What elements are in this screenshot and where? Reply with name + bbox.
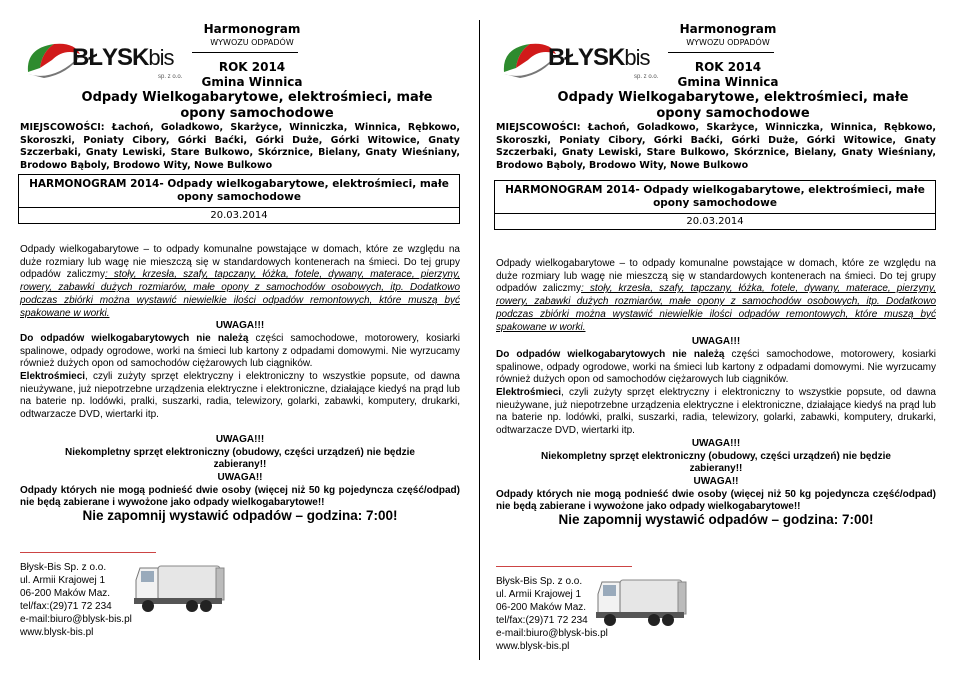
contact-city: 06-200 Maków Maz. — [20, 588, 111, 599]
contact-email: e-mail:biuro@blysk-bis.pl — [496, 628, 608, 639]
logo-wordmark: BŁYSKbis — [548, 44, 650, 71]
header-year: ROK 2014 — [694, 60, 762, 74]
contact-city: 06-200 Maków Maz. — [496, 602, 587, 613]
header-title: Harmonogram — [679, 22, 777, 36]
reminder: Nie zapomnij wystawić odpadów – godzina: 7:00! — [82, 508, 398, 524]
contact-web: www.blysk-bis.pl — [496, 641, 570, 652]
warning-heading: UWAGA!!! — [215, 320, 265, 332]
warning-heading-3: UWAGA!! — [217, 471, 263, 483]
garbage-truck-icon — [592, 572, 688, 632]
header-rule — [192, 52, 298, 53]
incomplete-note: Niekompletny sprzęt elektroniczny (obudowy, części urządzeń) nie będzie zabierany!! — [65, 446, 415, 471]
contact-phone: tel/fax:(29)71 72 234 — [20, 601, 112, 612]
header-waste-type: Odpady Wielkogabarytowe, elektrośmieci, małe opony samochodowe — [81, 90, 433, 121]
flyer-body — [20, 244, 460, 523]
heavy-note: Odpady których nie mogą podnieść dwie osoby (więcej niż 50 kg pojedyncza część/odpad) nie będą zabierane i wywożone jako odpady wielkogabarytowe!! — [20, 484, 460, 509]
header-waste-type: Odpady Wielkogabarytowe, elektrośmieci, małe opony samochodowe — [557, 90, 909, 121]
not-accepted-paragraph: Do odpadów wielkogabarytowych nie należą części samochodowe, motorowery, kosiarki spalinowe, odpady ogrodowe, worki na śmieci lub kartony z odpadami domowymi. Nie wyrzucamy również dużych opon od samochodów ciężarowych lub ciągników. — [20, 332, 461, 370]
schedule-title: HARMONOGRAM 2014- Odpady wielkogabarytowe, elektrośmieci, małe opony samochodowe — [495, 181, 935, 214]
header-municipality: Gmina Winnica — [201, 75, 303, 89]
contact-web: www.blysk-bis.pl — [20, 627, 94, 638]
garbage-truck-icon — [130, 558, 226, 618]
schedule-box — [494, 180, 936, 230]
warning-heading-3: UWAGA!! — [693, 475, 739, 487]
schedule-box — [18, 174, 460, 224]
reminder: Nie zapomnij wystawić odpadów – godzina: 7:00! — [558, 512, 874, 528]
electro-paragraph: Elektrośmieci, czyli zużyty sprzęt elektryczny i elektroniczny to wszystkie popsute, od dawna nieużywane, już niepotrzebne urządzenia elektryczne i elektroniczne, działające kiedyś na prąd lub na baterie np. lodówki, pralki, suszarki, radia, telewizory, golarki, zabawki, komputery, drukarki, odtwarzacze DVD, wiertarki itp. — [20, 371, 460, 421]
warning-heading-2: UWAGA!!! — [215, 433, 265, 445]
schedule-title: HARMONOGRAM 2014- Odpady wielkogabarytowe, elektrośmieci, małe opony samochodowe — [19, 175, 459, 208]
contact-company: Błysk-Bis Sp. z o.o. — [20, 562, 107, 573]
flyer-left — [14, 0, 460, 674]
schedule-date: 20.03.2014 — [210, 210, 268, 221]
warning-heading-2: UWAGA!!! — [691, 437, 741, 449]
flyer-right — [490, 0, 936, 674]
contact-street: ul. Armii Krajowej 1 — [496, 589, 582, 600]
electro-paragraph: Elektrośmieci, czyli zużyty sprzęt elektryczny i elektroniczny to wszystkie popsute, od dawna nieużywane, już niepotrzebne urządzenia elektryczne i elektroniczne, działające kiedyś na prąd lub na baterie np. lodówki, pralki, suszarki, radia, telewizory, golarki, zabawki, komputery, drukarki, odtwarzacze DVD, wiertarki itp. — [496, 387, 936, 437]
logo-tagline: sp. z o.o. — [634, 74, 659, 80]
header-year: ROK 2014 — [218, 60, 286, 74]
page-divider — [479, 20, 480, 660]
header-title: Harmonogram — [203, 22, 301, 36]
warning-heading: UWAGA!!! — [691, 336, 741, 348]
flyer-header — [490, 0, 936, 120]
header-subtitle: WYWOZU ODPADÓW — [686, 38, 770, 47]
incomplete-note: Niekompletny sprzęt elektroniczny (obudowy, części urządzeń) nie będzie zabierany!! — [541, 450, 891, 475]
contact-phone: tel/fax:(29)71 72 234 — [496, 615, 588, 626]
intro-paragraph: Odpady wielkogabarytowe – to odpady komunalne powstające w domach, które ze względu na duże rozmiary lub wagę nie mieszczą się w standardowych kontenerach na śmieci. Do tej grupy odpadów zaliczmy: stoły, krzesła, szafy, tapczany, łóżka, fotele, dywany, materace, pierzyny, rowery, zabawki dużych rozmiarów, małe opony z samochodów osobowych, itp. Dodatkowo podczas zbiórki można wystawić niewielkie ilości odpadów remontowych, które muszą być spakowane w worki. — [496, 258, 936, 333]
contact-email: e-mail:biuro@blysk-bis.pl — [20, 614, 132, 625]
flyer-header — [14, 0, 460, 120]
locations: MIEJSCOWOŚCI: Łachoń, Goladkowo, Skarżyce, Winniczka, Winnica, Rębkowo, Skoroszki, Poniaty Cibory, Górki Baćki, Górki Duże, Górki Witowice, Gnaty Szczerbaki, Gnaty Lewiski, Stare Bulkowo, Skórznice, Bielany, Gnaty Wieśniany, Brodowo Bąboly, Brodowo Wity, Nowe Bulkowo — [496, 122, 936, 171]
schedule-date: 20.03.2014 — [686, 216, 744, 227]
locations: MIEJSCOWOŚCI: Łachoń, Goladkowo, Skarżyce, Winniczka, Winnica, Rębkowo, Skoroszki, Poniaty Cibory, Górki Baćki, Górki Duże, Górki Witowice, Gnaty Szczerbaki, Gnaty Lewiski, Stare Bulkowo, Skórznice, Bielany, Gnaty Wieśniany, Brodowo Bąboly, Brodowo Wity, Nowe Bulkowo — [20, 122, 460, 171]
header-subtitle: WYWOZU ODPADÓW — [210, 38, 294, 47]
footer-rule — [20, 552, 156, 553]
logo-tagline: sp. z o.o. — [158, 74, 183, 80]
flyer-body — [496, 258, 936, 527]
intro-paragraph: Odpady wielkogabarytowe – to odpady komunalne powstające w domach, które ze względu na duże rozmiary lub wagę nie mieszczą się w standardowych kontenerach na śmieci. Do tej grupy odpadów zaliczmy: stoły, krzesła, szafy, tapczany, łóżka, fotele, dywany, materace, pierzyny, rowery, zabawki dużych rozmiarów, małe opony z samochodów osobowych, itp. Dodatkowo podczas zbiórki można wystawić niewielkie ilości odpadów remontowych, które muszą być spakowane w worki. — [20, 244, 460, 319]
contact-company: Błysk-Bis Sp. z o.o. — [496, 576, 583, 587]
contact-street: ul. Armii Krajowej 1 — [20, 575, 106, 586]
header-rule — [668, 52, 774, 53]
logo-wordmark: BŁYSKbis — [72, 44, 174, 71]
header-municipality: Gmina Winnica — [677, 75, 779, 89]
not-accepted-paragraph: Do odpadów wielkogabarytowych nie należą części samochodowe, motorowery, kosiarki spalinowe, odpady ogrodowe, worki na śmieci lub kartony z odpadami domowymi. Nie wyrzucamy również dużych opon od samochodów ciężarowych lub ciągników. — [496, 348, 937, 386]
footer-rule — [496, 566, 632, 567]
heavy-note: Odpady których nie mogą podnieść dwie osoby (więcej niż 50 kg pojedyncza część/odpad) nie będą zabierane i wywożone jako odpady wielkogabarytowe!! — [496, 488, 936, 513]
